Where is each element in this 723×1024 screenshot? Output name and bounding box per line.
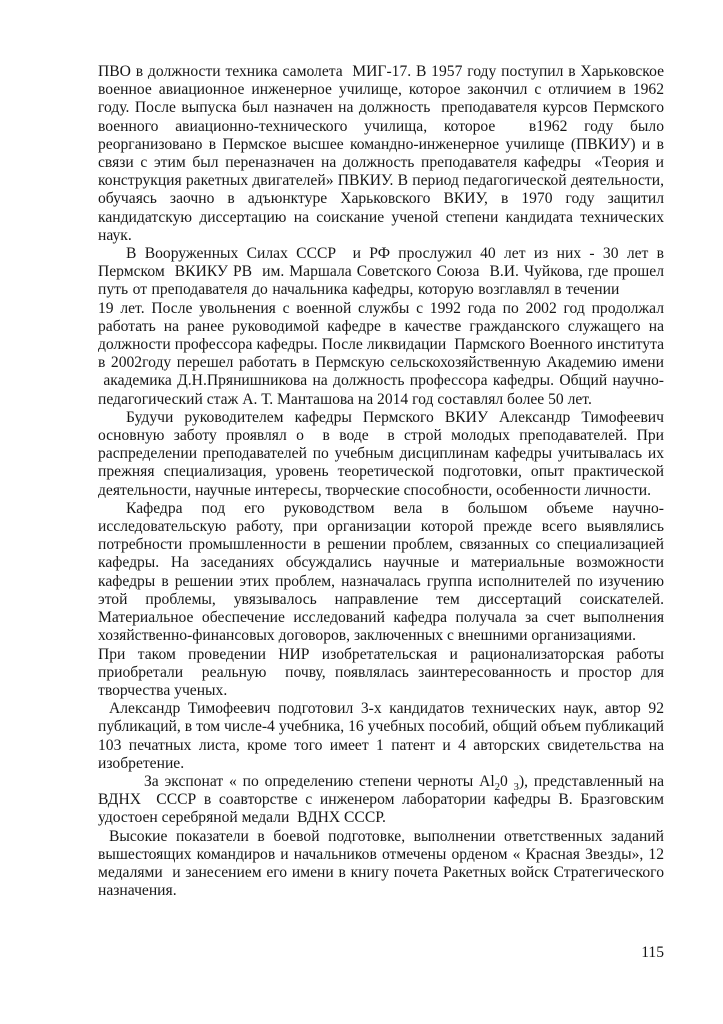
paragraph-nir-results: При таком проведении НИР изобретательская и рационализаторская работы приобретали реальную почву, появлялась заинтересованность и простор для творчества ученых. bbox=[98, 645, 664, 699]
formula-text-after: ), представленный на ВДНХ СССР в соавторстве с инженером лаборатории кафедры В. Бразговским удостоен серебряной медали ВДНХ СССР. bbox=[98, 772, 664, 827]
paragraph-armed-forces-career: В Вооруженных Силах СССР и РФ прослужил 40 лет из них - 30 лет в Пермском ВКИКУ РВ им. Маршала Советского Союза В.И. Чуйкова, где прошел путь от преподавателя до начальника кафедры, которую возглавлял в течении 19 лет. После увольнения с военной службы с 1992 года по 2002 год продолжал работать на ранее руководимой кафедре в качестве гражданского служащего на должности профессора кафедры. После ликвидации Пармского Военного института в 2002году перешел работать в Пермскую сельскохозяйственную Академию имени академика Д.Н.Прянишникова на должность профессора кафедры. Общий научно- педагогический стаж А. Т. Манташова на 2014 год составлял более 50 лет. bbox=[98, 245, 664, 408]
paragraph-department-leadership: Будучи руководителем кафедры Пермского ВКИУ Александр Тимофеевич основную заботу проявлял о в воде в строй молодых преподавателей. При распределении преподавателей по учебным дисциплинам кафедры учитывалась их прежняя специализация, уровень теоретической подготовки, опыт практической деятельности, научные интересы, творческие способности, особенности личности. bbox=[98, 408, 664, 499]
paragraph-research-work: Кафедра под его руководством вела в большом объеме научно-исследовательскую работу, при организации которой прежде всего выявлялись потребности промышленности в решении проблем, связанных со специализацией кафедры. На заседаниях обсуждались научные и материальные возможности кафедры в решении этих проблем, назначалась группа исполнителей по изучению этой проблемы, увязывалось направление тем диссертаций соискателей. Материальное обеспечение исследований кафедра получала за счет выполнения хозяйственно-финансовых договоров, заключенных с внешними организациями. bbox=[98, 499, 664, 645]
paragraph-vdnh-exhibit bbox=[98, 773, 664, 828]
paragraph-awards: Высокие показатели в боевой подготовке, выполнении ответственных заданий вышестоящих командиров и начальников отмечены орденом « Красная Звезды», 12 медалями и занесением его имени в книгу почета Ракетных войск Стратегического назначения. bbox=[98, 827, 664, 900]
paragraph-publications: Александр Тимофеевич подготовил 3-х кандидатов технических наук, автор 92 публикаций, в том числе-4 учебника, 16 учебных пособий, общий объем публикаций 103 печатных листа, кроме того имеет 1 патент и 4 авторских свидетельства на изобретение. bbox=[98, 700, 664, 772]
formula-text-before: За экспонат « по определению степени черноты Al bbox=[144, 772, 495, 790]
text-block bbox=[98, 63, 664, 900]
formula-text-mid: 0 bbox=[500, 772, 514, 790]
page-number: 115 bbox=[641, 944, 664, 961]
formula-subscript: 2 bbox=[494, 782, 501, 794]
formula-subscript: 3 bbox=[513, 782, 519, 794]
paragraph-service-education: ПВО в должности техника самолета МИГ-17. В 1957 году поступил в Харьковское военное авиационное инженерное училище, которое закончил с отличием в 1962 году. После выпуска был назначен на должность преподавателя курсов Пермского военного авиационно-технического училища, которое в1962 году было реорганизовано в Пермское высшее командно-инженерное училище (ПВКИУ) и в связи с этим был переназначен на должность преподавателя кафедры «Теория и конструкция ракетных двигателей» ПВКИУ. В период педагогической деятельности, обучаясь заочно в адъюнктуре Харьковского ВКИУ, в 1970 году защитил кандидатскую диссертацию на соискание ученой степени кандидата технических наук. bbox=[98, 63, 664, 244]
